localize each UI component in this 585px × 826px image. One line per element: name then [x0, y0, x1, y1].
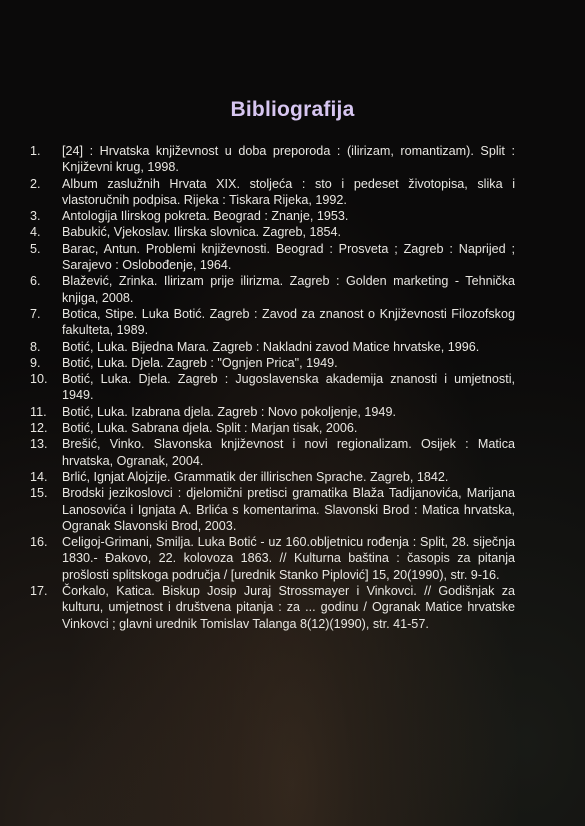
page-title: Bibliografija [230, 98, 355, 122]
entry-number: 10. [30, 372, 48, 387]
entry-text: Babukić, Vjekoslav. Ilirska slovnica. Zagreb, 1854. [62, 225, 342, 240]
entry-text: Blažević, Zrinka. Ilirizam prije ilirizma. Zagreb : Golden marketing - Tehnička knjiga, 2008. [62, 274, 515, 305]
entry-number: 15. [30, 486, 48, 501]
bibliography-entry [0, 436, 585, 469]
entry-text: Barac, Antun. Problemi književnosti. Beograd : Prosveta ; Zagreb : Naprijed ; Sarajevo : Oslobođenje, 1964. [62, 241, 515, 273]
entry-number: 6. [30, 274, 41, 289]
entry-text: Brešić, Vinko. Slavonska književnost i novi regionalizam. Osijek : Matica hrvatska, Ogranak, 2004. [62, 437, 515, 468]
entry-number: 12. [30, 421, 48, 436]
bibliography-entry [0, 241, 585, 274]
entry-text: Botić, Luka. Bijedna Mara. Zagreb : Nakladni zavod Matice hrvatske, 1996. [62, 339, 480, 354]
entry-number: 7. [30, 306, 41, 321]
entry-text: [24] : Hrvatska književnost u doba preporoda : (ilirizam, romantizam). Split : Književni krug, 1998. [62, 144, 515, 175]
entry-number: 13. [30, 437, 48, 452]
entry-text: Čorkalo, Katica. Biskup Josip Juraj Strossmayer i Vinkovci. // Godišnjak za kulturu, umjetnost i društvena pitanja : za ... godinu / Ogranak Matice hrvatske Vinkovci ; glavni urednik Tomislav Talanga 8(12)(1990), str. 41-57. [62, 584, 515, 631]
bibliography-entry [0, 339, 585, 355]
entry-text: Brodski jezikoslovci : djelomični pretisci gramatika Blaža Tadijanovića, Marijana Lanosovića i Ignjata A. Brlića s komentarima. Slavonski Brod : Matica hrvatska, Ogranak Slavonski Brod, 2003. [62, 486, 515, 533]
bibliography-entry [0, 485, 585, 534]
entry-text: Album zaslužnih Hrvata XIX. stoljeća : sto i pedeset životopisa, slika i vlastoručnih podpisa. Rijeka : Tiskara Rijeka, 1992. [62, 176, 515, 207]
entry-text: Antologija Ilirskog pokreta. Beograd : Znanje, 1953. [62, 209, 349, 224]
entry-number: 9. [30, 355, 41, 370]
entry-text: Botić, Luka. Djela. Zagreb : "Ognjen Prica", 1949. [62, 355, 338, 370]
bibliography-entry [0, 143, 585, 176]
entry-number: 5. [30, 241, 41, 256]
entry-number: 11. [30, 404, 47, 419]
bibliography-entry [0, 273, 585, 306]
entry-number: 4. [30, 225, 41, 240]
bibliography-entry [0, 371, 585, 404]
bibliography-entry [0, 583, 585, 632]
entry-text: Botić, Luka. Izabrana djela. Zagreb : Novo pokoljenje, 1949. [62, 404, 396, 419]
entry-number: 17. [30, 584, 48, 599]
entry-number: 16. [30, 535, 48, 550]
entry-number: 1. [30, 144, 41, 158]
bibliography-entry [0, 176, 585, 209]
bibliography-entry [0, 534, 585, 583]
bibliography-list [0, 143, 585, 632]
bibliography-entry [0, 224, 585, 240]
bibliography-entry [0, 355, 585, 371]
bibliography-entry [0, 420, 585, 436]
entry-text: Brlić, Ignjat Alojzije. Grammatik der illirischen Sprache. Zagreb, 1842. [62, 469, 449, 484]
entry-text: Botić, Luka. Djela. Zagreb : Jugoslavenska akademija znanosti i umjetnosti, 1949. [62, 372, 515, 403]
entry-number: 14. [30, 469, 48, 484]
entry-number: 2. [30, 176, 41, 191]
entry-text: Botić, Luka. Sabrana djela. Split : Marjan tisak, 2006. [62, 421, 358, 436]
entry-text: Celigoj-Grimani, Smilja. Luka Botić - uz 160.obljetnicu rođenja : Split, 28. siječnja 1830.- Đakovo, 22. kolovoza 1863. // Kulturna baština : časopis za pitanja prošlosti splitskoga područja / [urednik Stanko Piplović] 15, 20(1990), str. 9-16. [62, 535, 515, 582]
bibliography-entry [0, 306, 585, 339]
bibliography-entry [0, 469, 585, 485]
bibliography-entry [0, 208, 585, 224]
bibliography-entry [0, 404, 585, 420]
entry-text: Botica, Stipe. Luka Botić. Zagreb : Zavod za znanost o Književnosti Filozofskog fakulteta, 1989. [62, 306, 515, 338]
entry-number: 8. [30, 339, 41, 354]
entry-number: 3. [30, 209, 41, 224]
